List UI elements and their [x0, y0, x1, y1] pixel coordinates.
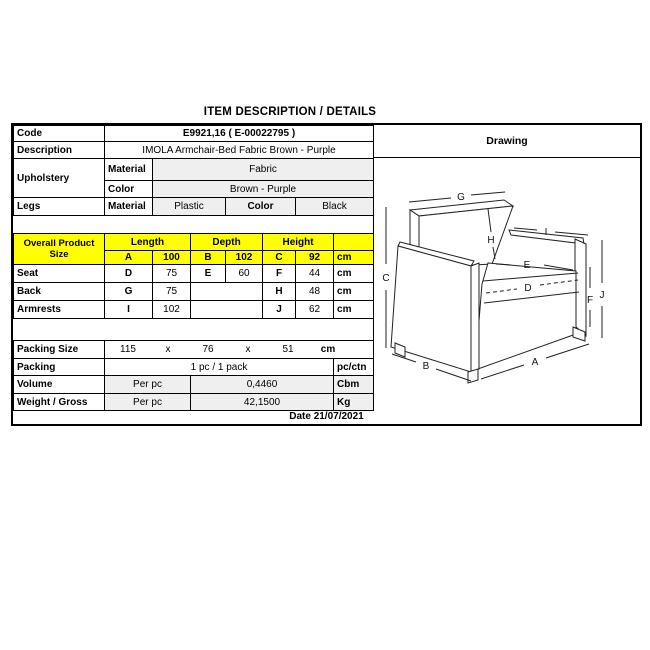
- back-label: Back: [14, 283, 105, 301]
- dim-label-e: E: [523, 260, 531, 271]
- packing-size-part: 115: [120, 344, 136, 355]
- dim-label-c: C: [382, 273, 390, 284]
- dim-value-f: 44: [296, 265, 334, 283]
- upholstery-color-value: Brown - Purple: [153, 181, 374, 198]
- dim-value-b: 102: [226, 251, 263, 265]
- dim-letter-i: I: [105, 301, 153, 319]
- table-row: [14, 159, 374, 181]
- dim-line-g: [471, 192, 505, 195]
- table-row: [14, 265, 374, 283]
- dim-label-j: J: [599, 290, 605, 301]
- dim-value-d: 75: [153, 265, 191, 283]
- dim-value-e: 60: [226, 265, 263, 283]
- dim-letter-g: G: [105, 283, 153, 301]
- table-row: [14, 341, 374, 359]
- packing-size-label: Packing Size: [14, 341, 105, 359]
- length-header: Length: [105, 234, 191, 251]
- dim-line-a: [546, 344, 589, 358]
- packing-label: Packing: [14, 359, 105, 376]
- unit-cell: cm: [334, 251, 374, 265]
- dim-label-d: D: [524, 283, 532, 294]
- armchair-drawing: [374, 158, 640, 410]
- table-row: [14, 394, 374, 411]
- dim-value-i: 102: [153, 301, 191, 319]
- weight-basis: Per pc: [105, 394, 191, 411]
- upholstery-color-label: Color: [105, 181, 153, 198]
- description-value: IMOLA Armchair-Bed Fabric Brown - Purple: [105, 142, 374, 159]
- description-label: Description: [14, 142, 105, 159]
- dim-line-i: [555, 232, 588, 235]
- weight-unit: Kg: [334, 394, 374, 411]
- dim-label-g: G: [457, 192, 465, 203]
- packing-value: 1 pc / 1 pack: [105, 359, 334, 376]
- backrest-left-face: [410, 210, 419, 250]
- packing-table: [13, 340, 374, 411]
- unit-cell: cm: [334, 283, 374, 301]
- volume-label: Volume: [14, 376, 105, 394]
- dim-label-a: A: [531, 357, 539, 368]
- date-line: Date 21/07/2021: [289, 411, 364, 422]
- weight-label: Weight / Gross: [14, 394, 105, 411]
- dim-letter-j: J: [263, 301, 296, 319]
- upholstery-material-value: Fabric: [153, 159, 374, 181]
- armrests-label: Armrests: [14, 301, 105, 319]
- dim-line-g: [409, 198, 451, 202]
- code-value: E9921,16 ( E-00022795 ): [105, 126, 374, 142]
- info-table: [13, 125, 374, 216]
- empty-cell: [191, 283, 263, 301]
- height-header: Height: [263, 234, 334, 251]
- dim-letter-b: B: [191, 251, 226, 265]
- legs-label: Legs: [14, 198, 105, 216]
- page-title: ITEM DESCRIPTION / DETAILS: [203, 106, 377, 118]
- seat-block: [475, 263, 576, 370]
- legs-color-label: Color: [226, 198, 296, 216]
- dim-letter-a: A: [105, 251, 153, 265]
- packing-size-unit: cm: [320, 344, 336, 355]
- table-row: [14, 234, 374, 251]
- packing-size-part: 76: [202, 344, 214, 355]
- packing-size-part: 51: [282, 344, 294, 355]
- table-row: [14, 301, 374, 319]
- dim-letter-h: H: [263, 283, 296, 301]
- packing-size-part: x: [245, 344, 251, 355]
- drawing-header: Drawing: [373, 125, 640, 158]
- dim-label-f: F: [586, 295, 594, 306]
- empty-cell: [191, 301, 263, 319]
- volume-value: 0,4460: [191, 376, 334, 394]
- table-row: [14, 142, 374, 159]
- volume-unit: Cbm: [334, 376, 374, 394]
- table-row: [14, 376, 374, 394]
- dim-value-c: 92: [296, 251, 334, 265]
- dim-value-j: 62: [296, 301, 334, 319]
- depth-header: Depth: [191, 234, 263, 251]
- table-row: [14, 126, 374, 142]
- dim-letter-f: F: [263, 265, 296, 283]
- dim-letter-c: C: [263, 251, 296, 265]
- code-label: Code: [14, 126, 105, 142]
- table-row: [14, 283, 374, 301]
- dim-label-i: I: [544, 227, 548, 238]
- dim-label-b: B: [422, 361, 430, 372]
- weight-value: 42,1500: [191, 394, 334, 411]
- dim-line-i: [514, 228, 537, 230]
- right-armrest-front-post: [575, 239, 586, 336]
- legs-material-label: Material: [105, 198, 153, 216]
- dim-letter-e: E: [191, 265, 226, 283]
- upholstery-material-label: Material: [105, 159, 153, 181]
- seat-label: Seat: [14, 265, 105, 283]
- dim-value-a: 100: [153, 251, 191, 265]
- dim-label-h: H: [487, 235, 495, 246]
- dim-line-a: [481, 365, 524, 379]
- table-row: [14, 359, 374, 376]
- size-table: [13, 233, 374, 319]
- left-armrest-front-face: [471, 263, 479, 372]
- drawing-panel: [373, 158, 640, 410]
- packing-size-value: [105, 341, 374, 359]
- size-header-spacer: [334, 234, 374, 251]
- legs-material-value: Plastic: [153, 198, 226, 216]
- volume-basis: Per pc: [105, 376, 191, 394]
- table-row: [14, 198, 374, 216]
- packing-unit: pc/ctn: [334, 359, 374, 376]
- packing-size-part: x: [165, 344, 171, 355]
- packing-size-line: [108, 344, 370, 355]
- legs-color-value: Black: [296, 198, 374, 216]
- size-table-header: Overall Product Size: [14, 234, 105, 265]
- dim-value-h: 48: [296, 283, 334, 301]
- unit-cell: cm: [334, 265, 374, 283]
- dim-value-g: 75: [153, 283, 191, 301]
- unit-cell: cm: [334, 301, 374, 319]
- upholstery-label: Upholstery: [14, 159, 105, 198]
- dim-letter-d: D: [105, 265, 153, 283]
